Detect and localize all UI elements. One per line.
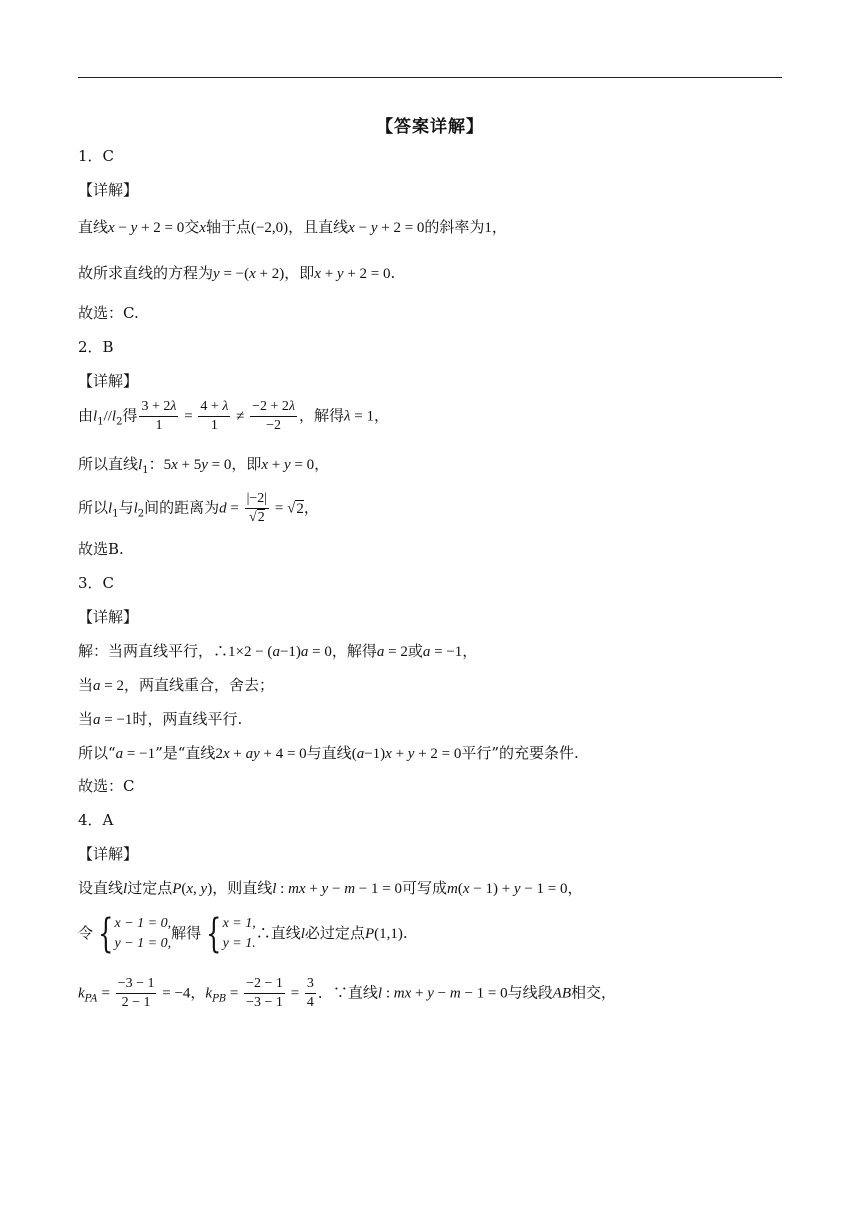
answer-3-line-1: 解：当两直线平行，∴1×2 − (a−1)a = 0，解得a = 2或a = −1， <box>78 642 478 660</box>
answer-3-line-2: 当a = 2，两直线重合，舍去； <box>78 676 274 694</box>
answer-2-number: 2．B <box>78 338 114 356</box>
answer-4-line-1: 设直线l过定点P(x, y)，则直线l : mx + y − m − 1 = 0可写成m(x − 1) + y − 1 = 0， <box>78 879 583 897</box>
answer-3-line-4: 所以“a = −1”是“直线2x + ay + 4 = 0与直线(a−1)x + y + 2 = 0平行”的充要条件. <box>78 744 579 762</box>
answer-2-line-3: 所以$l_1$与$l_2$间的距离为d = $\frac{|-2|}{√2}$ = √2， <box>78 491 319 525</box>
answer-2-conclusion: 故选B. <box>78 540 124 558</box>
page-title: 【答案详解】 <box>376 117 484 137</box>
header-rule <box>78 77 782 78</box>
answer-1-line-1: 直线x − y + 2 = 0交x轴于点(−2,0)，且直线x − y + 2 = 0的斜率为1， <box>78 218 507 236</box>
answer-3-conclusion: 故选：C <box>78 777 135 795</box>
answer-3-number: 3．C <box>78 574 115 592</box>
answer-4-detail-label: 【详解】 <box>78 845 139 863</box>
answer-3-detail-label: 【详解】 <box>78 608 139 626</box>
answer-4-line-2: 令 { x − 1 = 0, y − 1 = 0, 解得 { x = 1, y = 1. ∴直线l必过定点P(1,1). <box>78 911 408 957</box>
answer-1-number: 1．C <box>78 147 115 165</box>
answer-1-conclusion: 故选：C. <box>78 304 139 322</box>
answer-1-detail-label: 【详解】 <box>78 181 139 199</box>
answer-2-line-1: 由$l_1//l_2$得 $\frac{3 + 2\lambda}{1}$ = $\frac{4 + \lambda}{1}$ ≠ $\frac{-2 + 2\lambda}{-2}$ ，解得λ = 1， <box>78 399 390 433</box>
answer-3-line-3: 当a = −1时，两直线平行. <box>78 710 243 728</box>
answer-4-number: 4．A <box>78 811 114 829</box>
answer-1-line-2: 故所求直线的方程为y = −(x + 2)，即x + y + 2 = 0. <box>78 264 396 282</box>
answer-2-detail-label: 【详解】 <box>78 372 139 390</box>
answer-4-line-3: $k_{PA}$ = $\frac{-3 - 1}{2 - 1}$ = −4，$k_{PB}$ = $\frac{-2 - 1}{-3 - 1}$ = $\frac{3}{4}$ ．∵直线l : mx + y − m − 1 = 0与线段AB相交， <box>78 976 616 1010</box>
answer-2-line-2: 所以直线$l_1$：5x + 5y = 0，即x + y = 0， <box>78 455 330 476</box>
